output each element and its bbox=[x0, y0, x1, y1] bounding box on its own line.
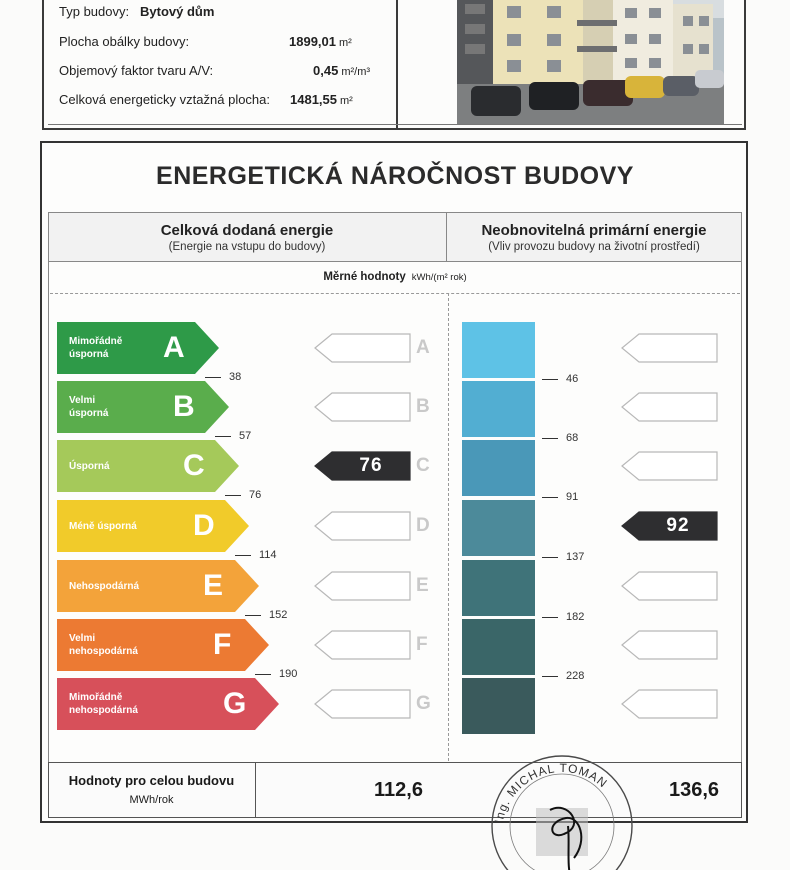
floor-area-label: Celková energeticky vztažná plocha: bbox=[59, 92, 271, 107]
threshold-tick bbox=[205, 377, 221, 378]
info-inner-rule bbox=[48, 124, 742, 125]
specific-values-unit: kWh/(m² rok) bbox=[411, 272, 467, 283]
energy-class-label: Mimořádně nehospodárná bbox=[69, 692, 138, 716]
slot-class-letter: C bbox=[416, 455, 430, 476]
slot-class-letter: B bbox=[416, 396, 430, 417]
shape-factor-unit: m²/m³ bbox=[341, 66, 371, 78]
delivered-value-indicator: 76 bbox=[359, 455, 383, 476]
energy-class-f bbox=[57, 619, 269, 671]
indicator-arrow bbox=[314, 630, 412, 660]
energy-class-letter: F bbox=[213, 628, 232, 661]
primary-threshold bbox=[542, 551, 584, 563]
energy-class-label: Nehospodárná bbox=[69, 580, 140, 592]
shape-factor-value: 0,45 bbox=[313, 63, 339, 78]
threshold-value: 152 bbox=[269, 609, 288, 621]
indicator-arrow bbox=[621, 571, 719, 601]
primary-class-bar-c bbox=[462, 440, 535, 496]
primary-class-bar-b bbox=[462, 381, 535, 437]
primary-slot-f bbox=[621, 630, 719, 660]
energy-class-letter: A bbox=[163, 331, 185, 364]
delivered-slot-f bbox=[314, 630, 412, 660]
energy-class-letter: C bbox=[183, 449, 205, 482]
indicator-arrow bbox=[314, 571, 412, 601]
specific-values-row bbox=[0, 271, 790, 283]
primary-class-bar-d bbox=[462, 500, 535, 556]
primary-threshold bbox=[542, 611, 584, 623]
right-border-line bbox=[741, 262, 742, 762]
energy-class-a bbox=[57, 322, 219, 374]
delivered-slot-d bbox=[314, 511, 412, 541]
indicator-arrow bbox=[621, 689, 719, 719]
threshold-tick bbox=[245, 615, 261, 616]
indicator-arrow bbox=[621, 451, 719, 481]
primary-slot-d bbox=[621, 511, 719, 541]
info-photo-divider bbox=[396, 0, 398, 128]
indicator-arrow bbox=[621, 630, 719, 660]
primary-threshold bbox=[542, 373, 578, 385]
totals-label: Hodnoty pro celou budovu bbox=[68, 773, 235, 788]
delivered-energy-title: Celková dodaná energie bbox=[160, 222, 334, 239]
slot-class-letter: D bbox=[416, 515, 430, 536]
indicator-arrow bbox=[314, 333, 412, 363]
slot-class-letter: E bbox=[416, 575, 429, 596]
energy-class-label: Velmi nehospodárná bbox=[69, 633, 138, 657]
totals-unit: MWh/rok bbox=[129, 794, 174, 806]
dashed-separator bbox=[50, 293, 740, 294]
building-type-value: Bytový dům bbox=[140, 4, 215, 19]
threshold-tick bbox=[542, 617, 558, 618]
threshold-value: 137 bbox=[566, 551, 585, 563]
threshold-tick bbox=[255, 674, 271, 675]
primary-energy-total: 136,6 bbox=[669, 779, 720, 801]
threshold-tick bbox=[542, 379, 558, 380]
energy-class-letter: E bbox=[203, 569, 224, 602]
floor-area-value: 1481,55 bbox=[290, 92, 337, 107]
energy-class-label: Mimořádně úsporná bbox=[69, 336, 123, 360]
primary-slot-b bbox=[621, 392, 719, 422]
energy-class-d bbox=[57, 500, 249, 552]
primary-class-bar-g bbox=[462, 678, 535, 734]
primary-class-bar-a bbox=[462, 322, 535, 378]
threshold-value: 46 bbox=[566, 373, 579, 385]
energy-class-letter: D bbox=[193, 509, 215, 542]
threshold-tick bbox=[542, 676, 558, 677]
envelope-area-unit: m² bbox=[339, 37, 352, 49]
delivered-threshold bbox=[255, 668, 297, 680]
threshold-tick bbox=[542, 438, 558, 439]
energy-class-letter: B bbox=[173, 390, 195, 423]
threshold-value: 182 bbox=[566, 611, 585, 623]
threshold-tick bbox=[542, 497, 558, 498]
delivered-slot-b bbox=[314, 392, 412, 422]
delivered-slot-c bbox=[314, 451, 412, 481]
primary-slot-e bbox=[621, 571, 719, 601]
primary-value-indicator: 92 bbox=[666, 515, 690, 536]
energy-class-letter: G bbox=[223, 687, 247, 720]
energy-class-label: Velmi úsporná bbox=[69, 395, 109, 419]
left-border-line bbox=[48, 262, 49, 762]
totals-divider bbox=[255, 762, 256, 818]
indicator-arrow bbox=[621, 333, 719, 363]
engineer-stamp bbox=[476, 748, 646, 870]
primary-slot-a bbox=[621, 333, 719, 363]
primary-threshold bbox=[542, 491, 578, 503]
threshold-value: 228 bbox=[566, 670, 585, 682]
shape-factor-label: Objemový faktor tvaru A/V: bbox=[59, 63, 214, 78]
indicator-arrow bbox=[621, 392, 719, 422]
building-photo bbox=[457, 0, 724, 124]
slot-class-letter: G bbox=[416, 693, 431, 714]
threshold-value: 76 bbox=[249, 489, 262, 501]
threshold-value: 114 bbox=[259, 549, 277, 561]
delivered-threshold bbox=[215, 430, 251, 442]
indicator-arrow bbox=[314, 392, 412, 422]
energy-class-label: Úsporná bbox=[69, 460, 110, 472]
energy-class-c bbox=[57, 440, 239, 492]
delivered-energy-total: 112,6 bbox=[374, 779, 423, 801]
page-title: ENERGETICKÁ NÁROČNOST BUDOVY bbox=[156, 162, 634, 190]
specific-values-label: Měrné hodnoty bbox=[323, 271, 406, 283]
threshold-value: 57 bbox=[239, 430, 252, 442]
threshold-tick bbox=[235, 555, 251, 556]
threshold-value: 68 bbox=[566, 432, 579, 444]
primary-class-bar-e bbox=[462, 560, 535, 616]
delivered-threshold bbox=[235, 549, 277, 561]
delivered-slot-g bbox=[314, 689, 412, 719]
primary-energy-title: Neobnovitelná primární energie bbox=[481, 222, 707, 239]
energy-class-e bbox=[57, 560, 259, 612]
threshold-value: 91 bbox=[566, 491, 579, 503]
stamp-text: Ing. MICHAL TOMAN bbox=[491, 760, 611, 825]
energy-class-b bbox=[57, 381, 229, 433]
primary-slot-g bbox=[621, 689, 719, 719]
primary-energy-subtitle: (Vliv provozu budovy na životní prostředí) bbox=[488, 241, 700, 253]
delivered-threshold bbox=[245, 609, 287, 621]
energy-class-g bbox=[57, 678, 279, 730]
threshold-tick bbox=[542, 557, 558, 558]
indicator-arrow bbox=[314, 689, 412, 719]
delivered-slot-a bbox=[314, 333, 412, 363]
delivered-slot-e bbox=[314, 571, 412, 601]
primary-threshold bbox=[542, 432, 578, 444]
envelope-area-label: Plocha obálky budovy: bbox=[59, 34, 190, 49]
delivered-threshold bbox=[205, 371, 241, 383]
center-dashed-divider bbox=[448, 293, 449, 761]
threshold-value: 190 bbox=[279, 668, 298, 680]
threshold-tick bbox=[225, 495, 241, 496]
slot-class-letter: A bbox=[416, 337, 430, 358]
envelope-area-value: 1899,01 bbox=[289, 34, 336, 49]
primary-threshold bbox=[542, 670, 584, 682]
primary-slot-c bbox=[621, 451, 719, 481]
building-type-label: Typ budovy: bbox=[59, 4, 130, 19]
threshold-value: 38 bbox=[229, 371, 242, 383]
primary-class-bar-f bbox=[462, 619, 535, 675]
floor-area-unit: m² bbox=[340, 95, 353, 107]
delivered-energy-subtitle: (Energie na vstupu do budovy) bbox=[168, 241, 326, 253]
delivered-threshold bbox=[225, 489, 261, 501]
slot-class-letter: F bbox=[416, 634, 428, 655]
energy-class-label: Méně úsporná bbox=[69, 520, 137, 532]
threshold-tick bbox=[215, 436, 231, 437]
indicator-arrow bbox=[314, 511, 412, 541]
